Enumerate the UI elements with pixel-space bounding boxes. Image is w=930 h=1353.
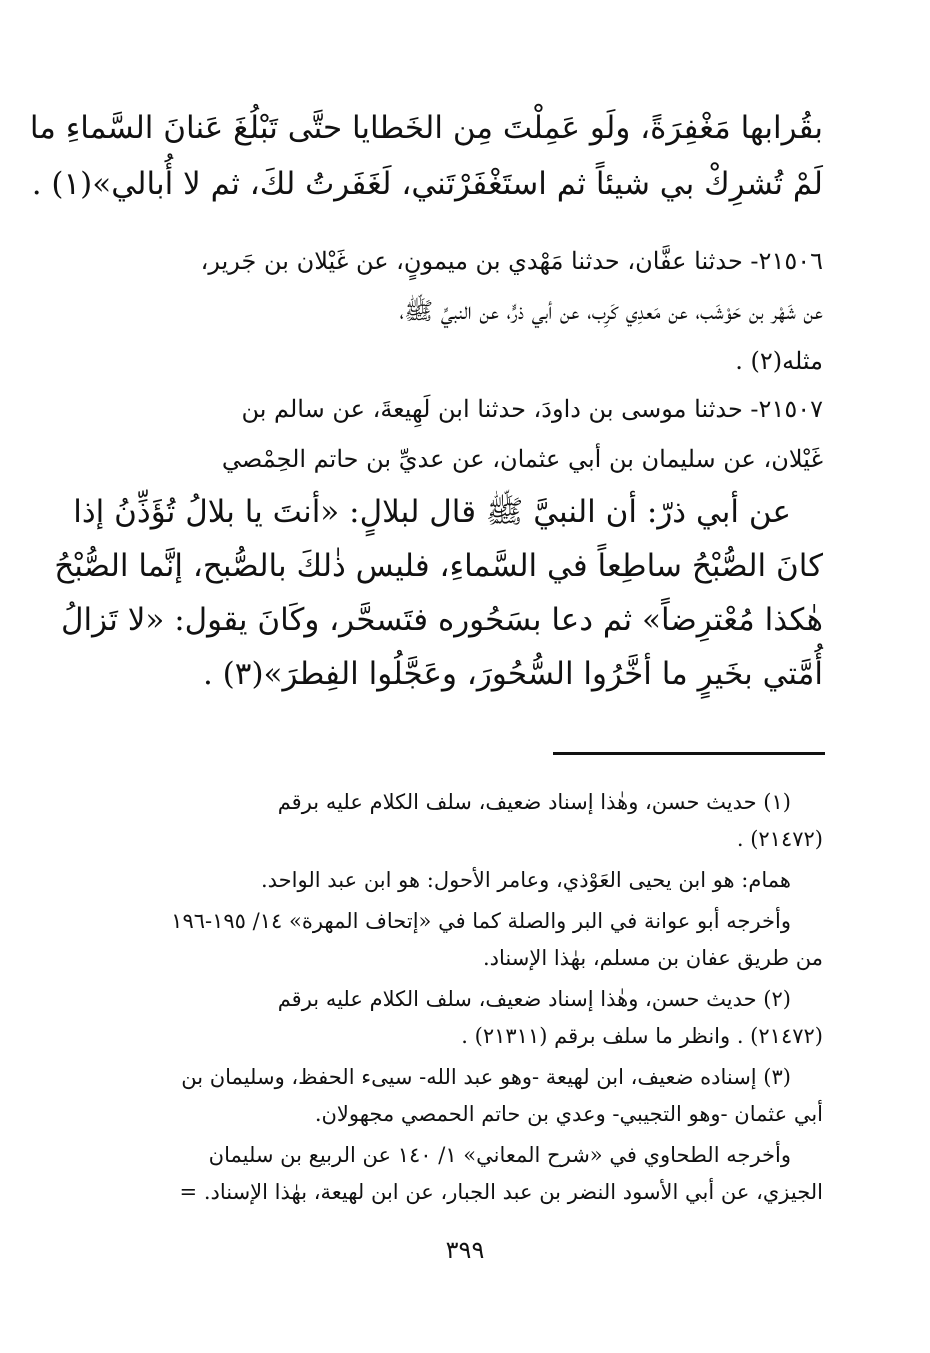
footnote-3 bbox=[103, 1059, 823, 1133]
text-line: بقُرابها مَغْفِرَةً، ولَو عَمِلْتَ مِن الخَطايا حتَّى تَبْلُغَ عَنانَ السَّماءِ ما bbox=[29, 110, 823, 146]
text-line: أُمَّتي بخَيرٍ ما أخَّرُوا السُّحُورَ، وعَجَّلُوا الفِطرَ»(٣) . bbox=[202, 656, 823, 692]
footnote-line: همام: هو ابن يحيى العَوْذي، وعامر الأحول: هو ابن عبد الواحد. bbox=[260, 868, 791, 892]
page-number: ٣٩٩ bbox=[445, 1236, 485, 1264]
footnote-line: (٢١٤٧٢) . bbox=[736, 827, 823, 851]
footnote-line: وأخرجه أبو عوانة في البر والصلة كما في «إتحاف المهرة» ١٤/ ١٩٥-١٩٦ bbox=[171, 909, 791, 933]
text-line: لَمْ تُشرِكْ بي شيئاً ثم استَغْفَرْتَني، لَغَفَرتُ لكَ، ثم لا أُبالي»(١) . bbox=[31, 166, 823, 202]
hadith-21506 bbox=[103, 236, 823, 386]
footnote-2 bbox=[103, 981, 823, 1055]
footnote-line: أبي عثمان -وهو التجيبي- وعدي بن حاتم الحمصي مجهولان. bbox=[314, 1102, 823, 1126]
footnote-line: (٣) إسناده ضعيف، ابن لهيعة -وهو عبد الله- سيىء الحفظ، وسليمان بن bbox=[181, 1065, 791, 1089]
footnote-divider bbox=[553, 752, 825, 755]
text-line: كانَ الصُّبْحُ ساطِعاً في السَّماءِ، فليس ذٰلكَ بالصُّبح، إنَّما الصُّبْحُ bbox=[54, 548, 823, 584]
hadith-continuation bbox=[29, 100, 823, 212]
footnote-line: وأخرجه الطحاوي في «شرح المعاني» ١/ ١٤٠ عن الربيع بن سليمان bbox=[208, 1143, 791, 1167]
footnote-line: (٢١٤٧٢) . وانظر ما سلف برقم (٢١٣١١) . bbox=[461, 1024, 823, 1048]
text-line: غَيْلان، عن سليمان بن أبي عثمان، عن عديِّ بن حاتم الحِمْصي bbox=[221, 445, 823, 473]
footnotes bbox=[103, 784, 823, 1215]
text-line: مثله(٢) . bbox=[735, 347, 823, 375]
text-line: عن شَهْر بن حَوْشَب، عن مَعدِي كَرِب، عن أبي ذرٍّ، عن النبيِّ ﷺ، bbox=[399, 297, 823, 325]
hadith-21507-isnad bbox=[103, 384, 823, 484]
footnote-1 bbox=[103, 784, 823, 858]
footnote-line: (٢) حديث حسن، وهٰذا إسناد ضعيف، سلف الكلام عليه برقم bbox=[277, 987, 791, 1011]
footnote-1-narrators bbox=[103, 862, 823, 899]
text-line: ٢١٥٠٧- حدثنا موسى بن داودَ، حدثنا ابن لَهِيعةَ، عن سالم بن bbox=[241, 395, 823, 423]
footnote-line: الجيزي، عن أبي الأسود النضر بن عبد الجبار، عن ابن لهيعة، بهٰذا الإسناد. = bbox=[179, 1180, 823, 1204]
hadith-21507-matn bbox=[54, 485, 823, 701]
text-line: هٰكذا مُعْترِضاً» ثم دعا بسَحُوره فتَسحَّر، وكَانَ يقول: «لا تَزالُ bbox=[60, 602, 823, 638]
footnote-3-takhrij bbox=[103, 1137, 823, 1211]
footnote-line: من طريق عفان بن مسلم، بهٰذا الإسناد. bbox=[483, 946, 823, 970]
text-line: عن أبي ذرّ: أن النبيَّ ﷺ قال لبلالٍ: «أنتَ يا بلالُ تُؤَذِّنُ إذا bbox=[73, 494, 791, 530]
footnote-line: (١) حديث حسن، وهٰذا إسناد ضعيف، سلف الكلام عليه برقم bbox=[277, 790, 791, 814]
footnote-1-takhrij bbox=[103, 903, 823, 977]
text-line: ٢١٥٠٦- حدثنا عفَّان، حدثنا مَهْدي بن ميمونٍ، عن غَيْلان بن جَرير، bbox=[200, 247, 823, 275]
